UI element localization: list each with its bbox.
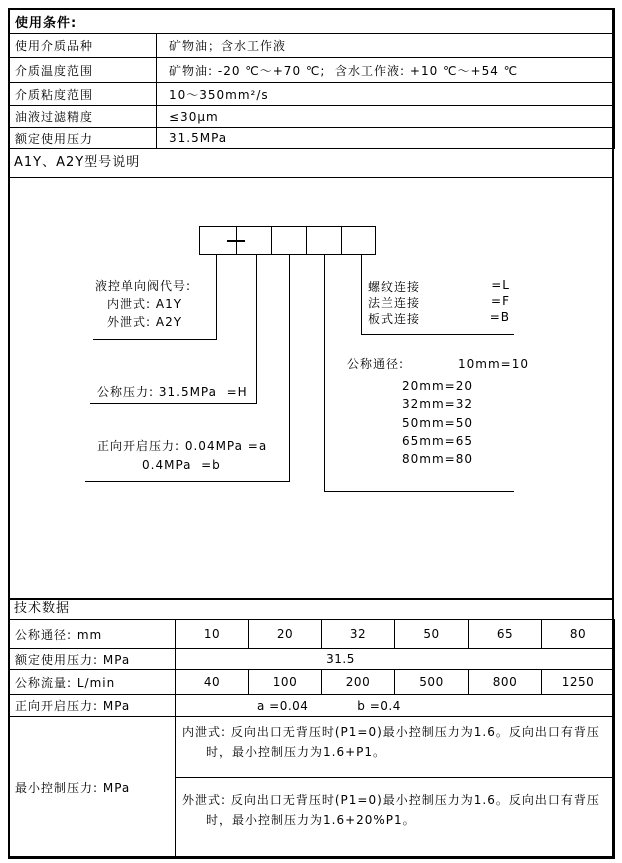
flow-value: 100 — [249, 670, 322, 695]
leader-line — [361, 255, 362, 334]
opening-pressure-b: 0.4MPa =b — [142, 458, 221, 472]
flow-value: 1250 — [542, 670, 615, 695]
connection-label: 板式连接 — [368, 312, 421, 326]
diameter-label: 公称通径: — [347, 357, 405, 371]
diameter-value: 20 — [249, 620, 322, 649]
table-row — [9, 717, 615, 778]
diameter-value: 80 — [542, 620, 615, 649]
usage-conditions-table — [8, 8, 615, 149]
row-label: 最小控制压力: MPa — [9, 717, 176, 859]
connection-label: 螺纹连接 — [368, 280, 421, 294]
usage-conditions-title: 使用条件: — [9, 9, 615, 34]
table-row — [9, 34, 615, 58]
model-code-cell — [272, 227, 307, 254]
row-label: 油液过滤精度 — [9, 106, 157, 128]
leader-line — [216, 255, 217, 339]
valve-code-external: 外泄式: A2Y — [107, 315, 183, 329]
table-row — [9, 128, 615, 149]
opening-pressure-b-value: b =0.4 — [357, 698, 401, 713]
connection-code: =L — [491, 278, 510, 292]
diameter-option: 32mm=32 — [402, 397, 473, 411]
diameter-value: 10 — [176, 620, 249, 649]
table-row — [9, 620, 615, 649]
row-label: 介质粘度范围 — [9, 83, 157, 106]
leader-line — [90, 403, 257, 404]
technical-data-table — [8, 619, 615, 859]
diameter-option: 50mm=50 — [402, 416, 473, 430]
connection-code: =B — [489, 310, 510, 324]
nominal-pressure-label: 公称压力: 31.5MPa =H — [97, 385, 248, 399]
min-control-external-note — [176, 778, 615, 859]
row-value: ≤30μm — [157, 106, 615, 128]
diameter-value: 50 — [395, 620, 469, 649]
table-row — [9, 695, 615, 717]
leader-line — [289, 255, 290, 481]
diameter-option: 80mm=80 — [402, 452, 473, 466]
table-row — [9, 106, 615, 128]
flow-value: 500 — [395, 670, 469, 695]
note-line: 时，最小控制压力为1.6+P1。 — [206, 745, 387, 759]
row-label: 使用介质品种 — [9, 34, 157, 58]
table-row — [9, 649, 615, 670]
connection-option — [368, 278, 510, 295]
row-label: 额定使用压力: MPa — [9, 649, 176, 670]
note-line: 时，最小控制压力为1.6+20%P1。 — [206, 813, 416, 827]
model-designation-title: A1Y、A2Y型号说明 — [8, 148, 614, 178]
leader-line — [324, 255, 325, 491]
table-row — [9, 670, 615, 695]
row-label: 介质温度范围 — [9, 58, 157, 83]
connection-option — [368, 310, 510, 327]
model-code-box — [199, 226, 376, 255]
leader-line — [93, 339, 217, 340]
note-line: 内泄式: 反向出口无背压时(P1=0)最小控制压力为1.6。反向出口有背压 — [182, 725, 600, 739]
diameter-option: 10mm=10 — [458, 357, 529, 371]
flow-value: 40 — [176, 670, 249, 695]
valve-code-internal: 内泄式: A1Y — [107, 297, 183, 311]
row-value: 31.5MPa — [157, 128, 615, 149]
diameter-value: 32 — [322, 620, 395, 649]
model-code-cell — [307, 227, 342, 254]
opening-pressure-a-value: a =0.04 — [257, 698, 309, 713]
model-code-hyphen — [227, 240, 245, 242]
leader-line — [324, 491, 514, 492]
valve-code-label: 液控单向阀代号: — [95, 279, 192, 293]
flow-value: 200 — [322, 670, 395, 695]
row-value: 矿物油: -20 ℃～+70 ℃; 含水工作液: +10 ℃～+54 ℃ — [157, 58, 615, 83]
diameter-option: 20mm=20 — [402, 379, 473, 393]
opening-pressure-a: 正向开启压力: 0.04MPa =a — [97, 439, 268, 453]
row-label: 正向开启压力: MPa — [9, 695, 176, 717]
leader-line — [256, 255, 257, 403]
diameter-value: 65 — [469, 620, 542, 649]
model-code-cell — [342, 227, 375, 254]
technical-data-title: 技术数据 — [8, 598, 614, 619]
min-control-internal-note — [176, 717, 615, 778]
diameter-option: 65mm=65 — [402, 434, 473, 448]
note-line: 外泄式: 反向出口无背压时(P1=0)最小控制压力为1.6。反向出口有背压 — [182, 793, 600, 807]
table-row — [9, 58, 615, 83]
connection-label: 法兰连接 — [368, 296, 421, 310]
row-value: 10～350mm²/s — [157, 83, 615, 106]
row-label: 额定使用压力 — [9, 128, 157, 149]
row-label: 公称通径: mm — [9, 620, 176, 649]
connection-option — [368, 294, 510, 311]
opening-pressure-values — [176, 695, 615, 717]
table-row — [9, 83, 615, 106]
leader-line — [85, 481, 290, 482]
rated-pressure-value: 31.5 — [176, 649, 615, 670]
flow-value: 800 — [469, 670, 542, 695]
connection-code: =F — [491, 294, 510, 308]
row-label: 公称流量: L/min — [9, 670, 176, 695]
leader-line — [361, 334, 514, 335]
row-value: 矿物油；含水工作液 — [157, 34, 615, 58]
